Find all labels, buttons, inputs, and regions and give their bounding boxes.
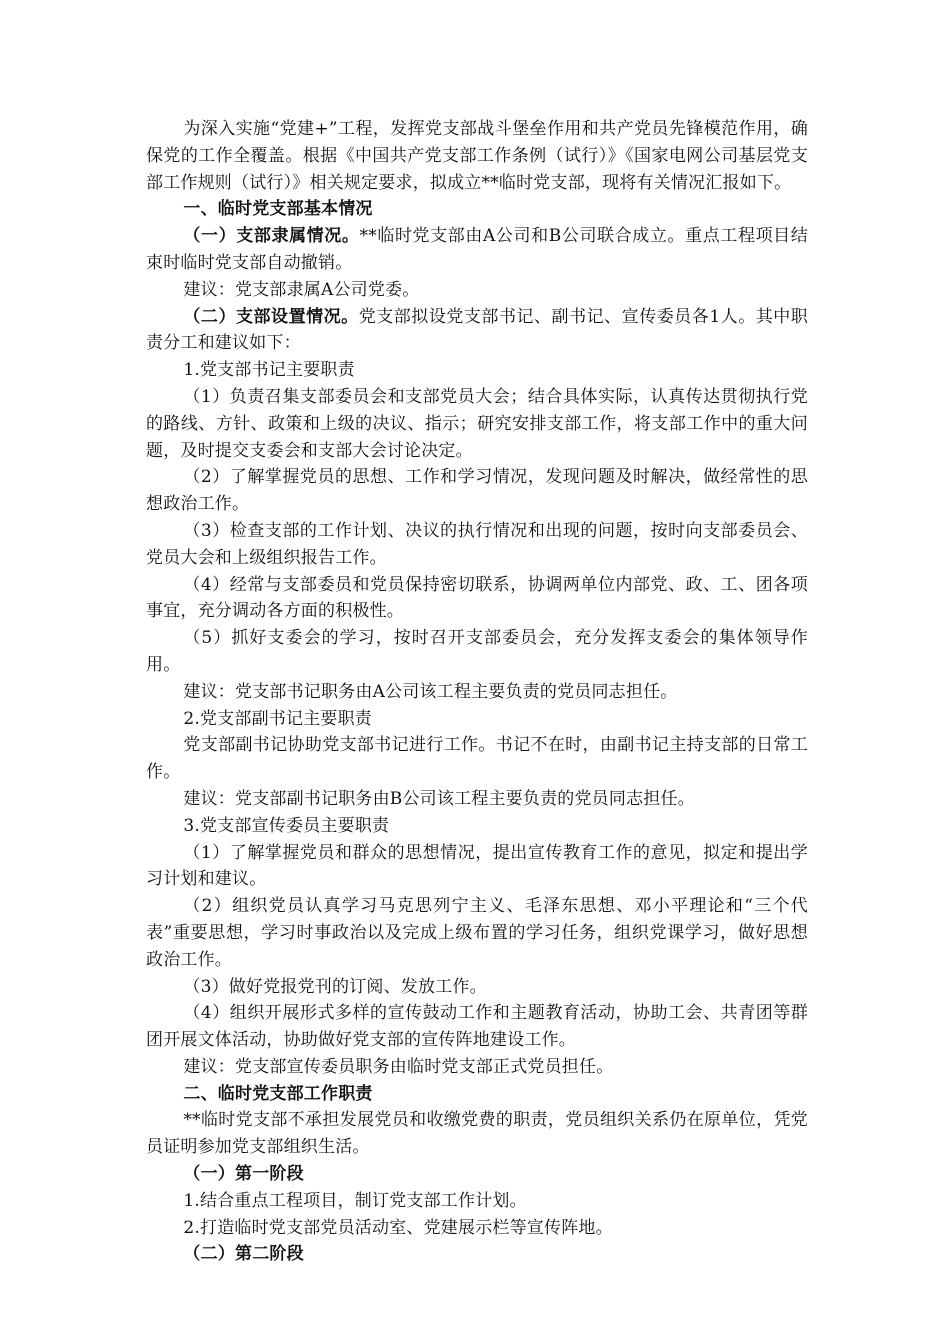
paragraph: （2）组织党员认真学习马克思列宁主义、毛泽东思想、邓小平理论和“三个代表”重要思想，学习时事政治以及完成上级布置的学习任务，组织党课学习，做好思想政治工作。 xyxy=(146,896,808,970)
paragraph: （4）经常与支部委员和党员保持密切联系，协调两单位内部党、政、工、团各项事宜，充分调动各方面的积极性。 xyxy=(146,574,808,622)
subsection-heading-stage-1: （一）第一阶段 xyxy=(183,1164,304,1185)
paragraph: 2.打造临时党支部党员活动室、党建展示栏等宣传阵地。 xyxy=(183,1217,613,1238)
paragraph: 建议：党支部宣传委员职务由临时党支部正式党员担任。 xyxy=(183,1056,614,1077)
section-heading-2: 二、临时党支部工作职责 xyxy=(183,1083,373,1104)
paragraph: 1.党支部书记主要职责 xyxy=(183,360,355,381)
lead-affiliation: （一）支部隶属情况。 xyxy=(183,226,360,247)
paragraph: 建议：党支部书记职务由A公司该工程主要负责的党员同志担任。 xyxy=(183,681,678,702)
section-heading-1: 一、临时党支部基本情况 xyxy=(183,199,373,220)
paragraph: 党支部副书记协助党支部书记进行工作。书记不在时，由副书记主持支部的日常工作。 xyxy=(146,735,808,783)
paragraph: （5）抓好支委会的学习，按时召开支部委员会，充分发挥支委会的集体领导作用。 xyxy=(146,628,808,675)
paragraph: 2.党支部副书记主要职责 xyxy=(183,708,373,729)
paragraph: 建议：党支部副书记职务由B公司该工程主要负责的党员同志担任。 xyxy=(183,788,695,809)
paragraph: 建议：党支部隶属A公司党委。 xyxy=(183,279,420,300)
paragraph: （1）负责召集支部委员会和支部党员大会；结合具体实际，认真传达贯彻执行党的路线、方针、政策和上级的决议、指示；研究安排支部工作，将支部工作中的重大问题，及时提交支委会和支部大会讨论决定。 xyxy=(146,386,808,461)
paragraph: （4）组织开展形式多样的宣传鼓动工作和主题教育活动，协助工会、共青团等群团开展文体活动，协助做好党支部的宣传阵地建设工作。 xyxy=(146,1003,808,1051)
lead-setup: （二）支部设置情况。 xyxy=(183,306,359,327)
document-body xyxy=(146,116,808,1268)
text-setup: 党支部拟设党支部书记、副书记、宣传委员各1人。其中职责分工和建议如下： xyxy=(146,306,808,354)
paragraph: （1）了解掌握党员和群众的思想情况，提出宣传教育工作的意见，拟定和提出学习计划和建议。 xyxy=(146,842,808,890)
paragraph: **临时党支部不承担发展党员和收缴党费的职责，党员组织关系仍在原单位，凭党员证明参加党支部组织生活。 xyxy=(146,1110,808,1158)
intro-paragraph: 为深入实施“党建+”工程，发挥党支部战斗堡垒作用和共产党员先锋模范作用，确保党的工作全覆盖。根据《中国共产党支部工作条例（试行）》《国家电网公司基层党支部工作规则（试行）》相关规定要求，拟成立**临时党支部，现将有关情况汇报如下。 xyxy=(146,119,808,193)
subsection-heading-stage-2: （二）第二阶段 xyxy=(183,1244,304,1265)
paragraph-setup xyxy=(146,304,808,358)
paragraph-affiliation xyxy=(146,223,808,277)
paragraph: （3）检查支部的工作计划、决议的执行情况和出现的问题，按时向支部委员会、党员大会和上级组织报告工作。 xyxy=(146,520,808,568)
paragraph: 1.结合重点工程项目，制订党支部工作计划。 xyxy=(183,1190,527,1211)
text-affiliation: **临时党支部由A公司和B公司联合成立。重点工程项目结束时临时党支部自动撤销。 xyxy=(146,226,808,273)
paragraph: （3）做好党报党刊的订阅、发放工作。 xyxy=(183,976,487,997)
paragraph: 3.党支部宣传委员主要职责 xyxy=(183,815,390,836)
paragraph: （2）了解掌握党员的思想、工作和学习情况，发现问题及时解决，做经常性的思想政治工作。 xyxy=(146,467,808,515)
